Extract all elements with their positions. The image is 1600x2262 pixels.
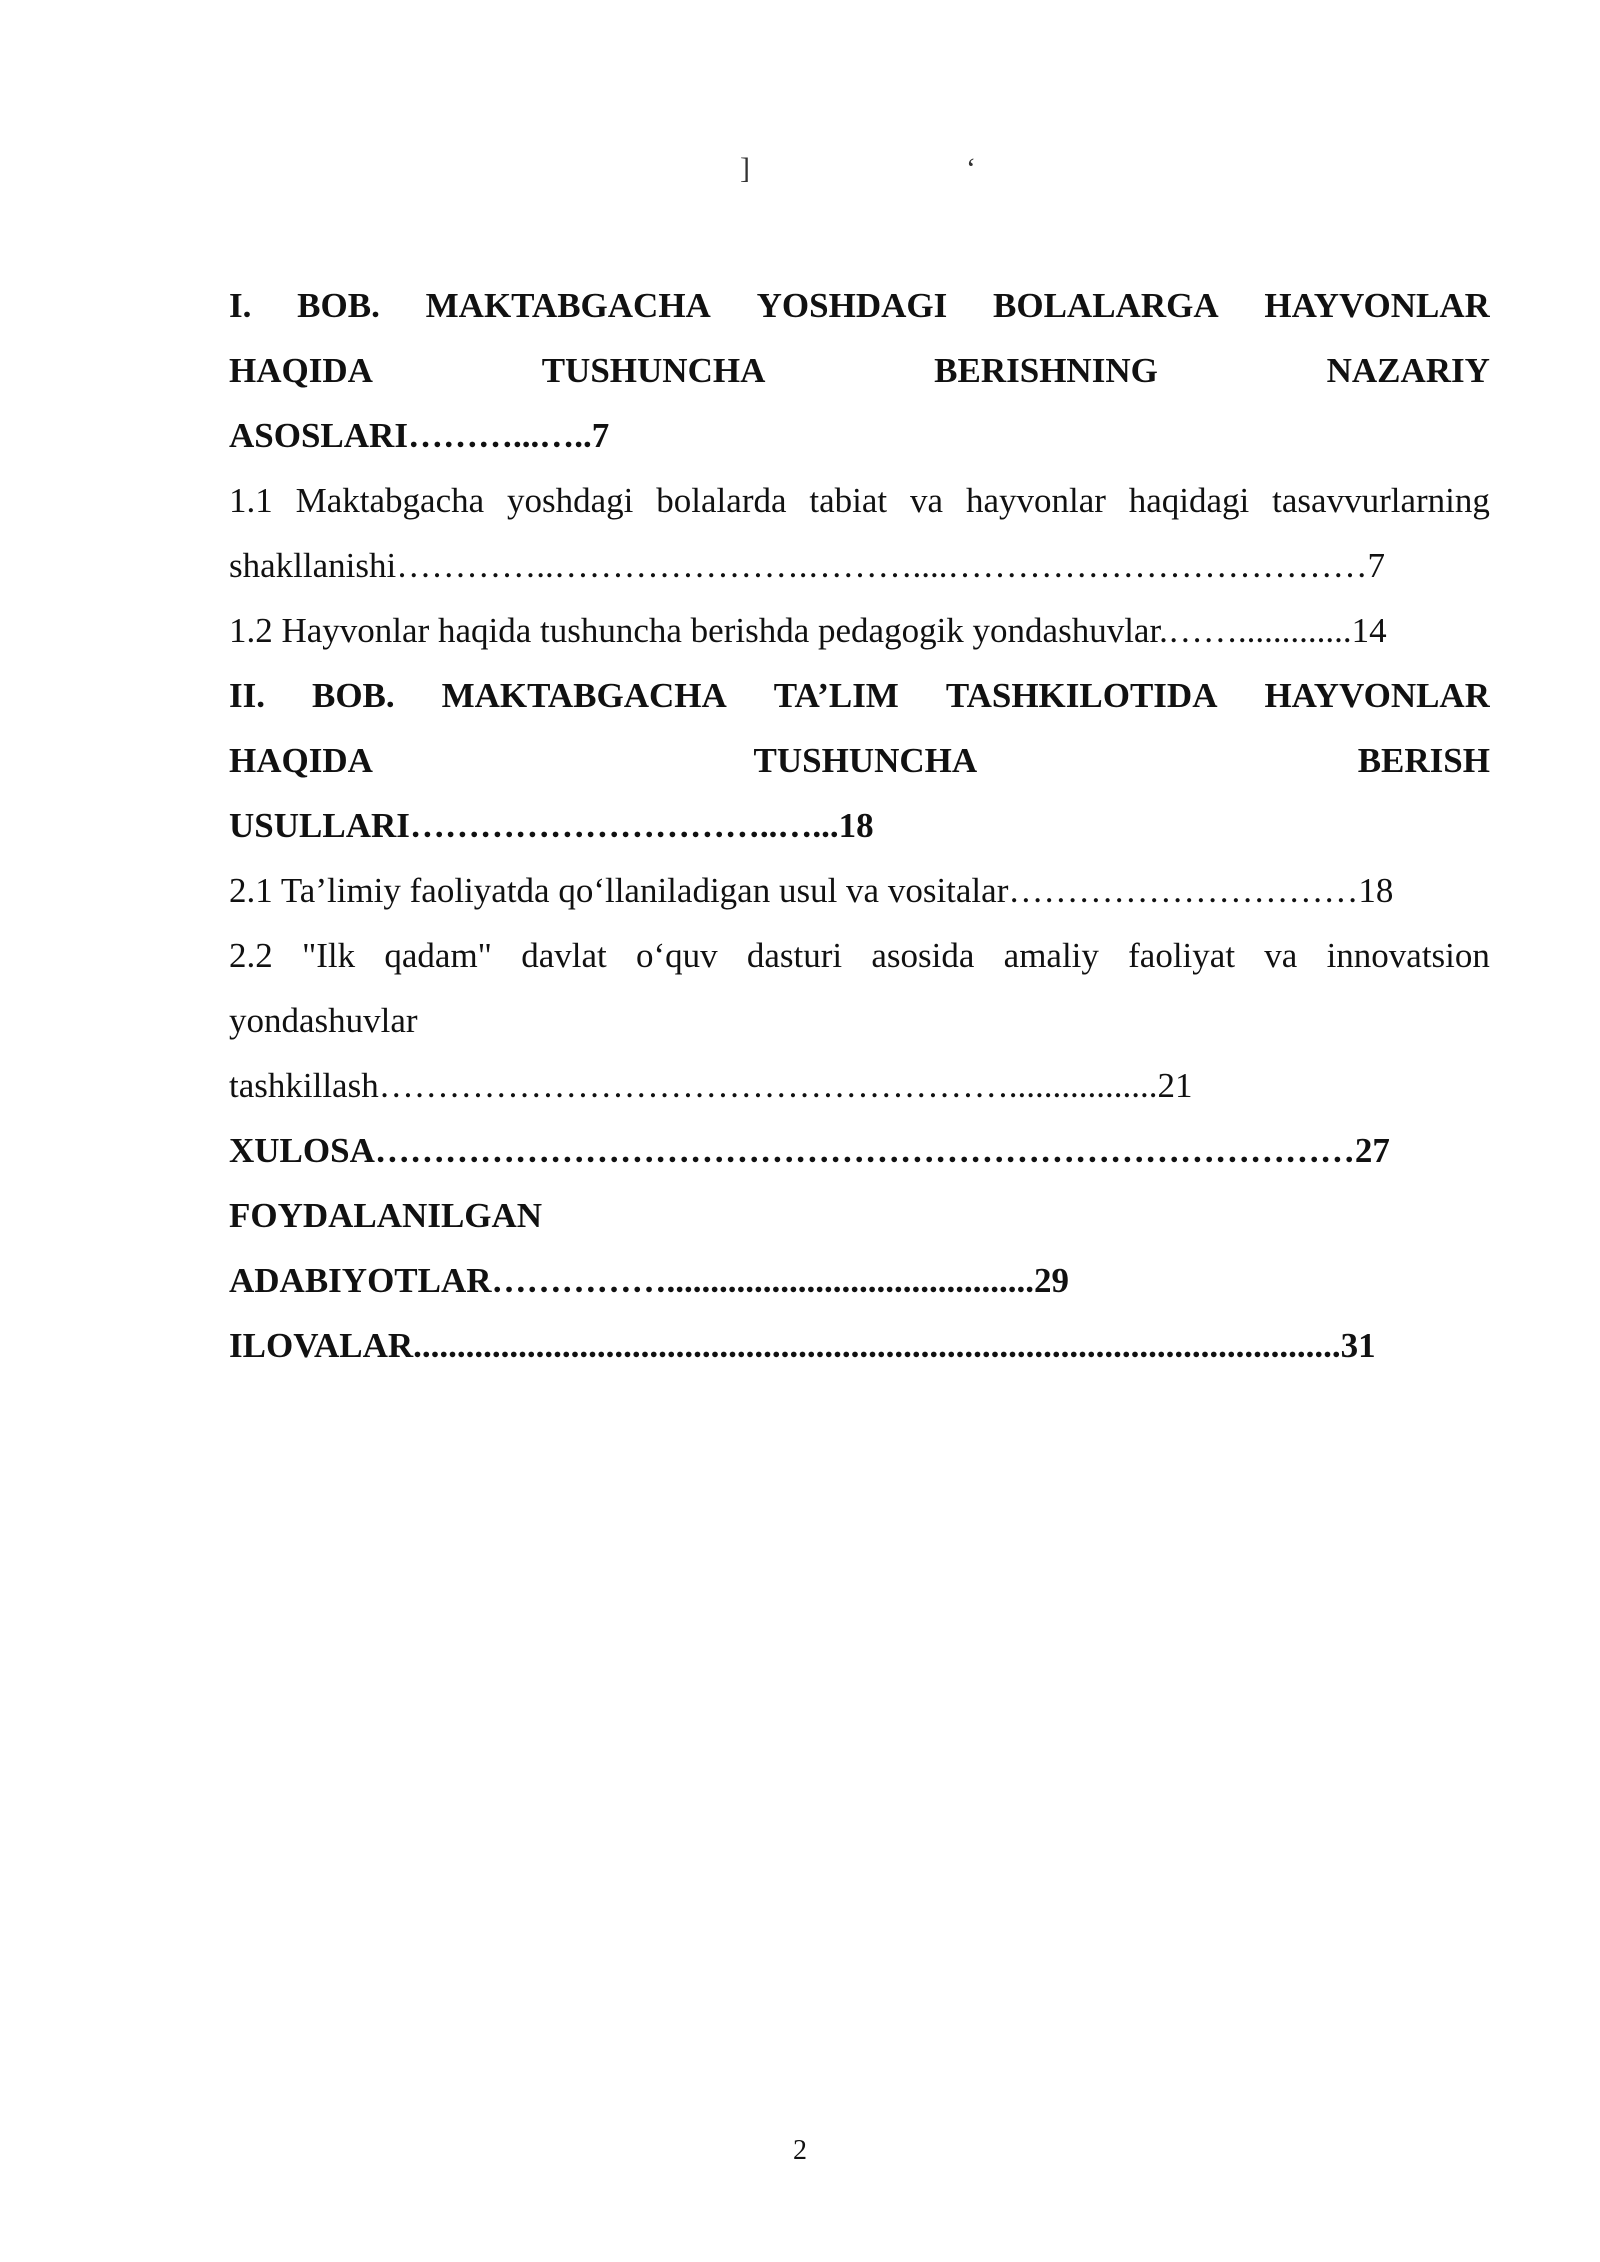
toc-entry-bob2-line2[interactable] bbox=[229, 728, 1490, 793]
page-number: 2 bbox=[793, 2135, 807, 2166]
toc-word: HAYVONLAR bbox=[1264, 676, 1490, 715]
toc-word: tasavvurlarning bbox=[1272, 481, 1490, 520]
toc-word: TASHKILOTIDA bbox=[945, 676, 1218, 715]
toc-entry-bob1-line1[interactable] bbox=[229, 273, 1490, 338]
toc-word: TA’LIM bbox=[773, 676, 899, 715]
toc-word: "Ilk bbox=[301, 936, 356, 975]
toc-word: Maktabgacha bbox=[295, 481, 485, 520]
toc-word: MAKTABGACHA bbox=[441, 676, 727, 715]
toc-word: va bbox=[1264, 936, 1298, 975]
toc-word: BERISH bbox=[1357, 741, 1490, 780]
toc-word: BOLALARGA bbox=[993, 286, 1219, 325]
toc-word: YOSHDAGI bbox=[756, 286, 948, 325]
toc-entry-xulosa[interactable]: XULOSA…………………………………………………………………………27 bbox=[229, 1131, 1390, 1170]
toc-word: innovatsion bbox=[1326, 936, 1490, 975]
toc-word: TUSHUNCHA bbox=[541, 351, 766, 390]
heading-fragment-right: ʻ bbox=[966, 152, 976, 185]
toc-entry-2-2-line3[interactable]: tashkillash……………………………………………….................21 bbox=[229, 1066, 1193, 1105]
toc-entry-ilovalar[interactable]: ILOVALAR..........................................................................................................31 bbox=[229, 1326, 1376, 1365]
toc-word: o‘quv bbox=[635, 936, 718, 975]
toc-word: MAKTABGACHA bbox=[425, 286, 711, 325]
toc-word: HAQIDA bbox=[229, 351, 373, 390]
toc-word: 1.1 bbox=[229, 481, 273, 520]
toc-word: va bbox=[910, 481, 944, 520]
toc-entry-1-1-line1[interactable] bbox=[229, 468, 1490, 533]
toc-word: II. bbox=[229, 676, 265, 715]
toc-word: faoliyat bbox=[1128, 936, 1236, 975]
toc-word: 2.2 bbox=[229, 936, 273, 975]
toc-word: HAQIDA bbox=[229, 741, 373, 780]
toc-word: haqidagi bbox=[1128, 481, 1250, 520]
toc-word: BOB. bbox=[311, 676, 395, 715]
toc-word: qadam" bbox=[384, 936, 492, 975]
toc-word: hayvonlar bbox=[965, 481, 1106, 520]
toc-word: amaliy bbox=[1003, 936, 1099, 975]
toc-word: HAYVONLAR bbox=[1264, 286, 1490, 325]
toc-word: dasturi bbox=[746, 936, 843, 975]
toc-word: I. bbox=[229, 286, 252, 325]
heading-fragment-left: ] bbox=[740, 152, 750, 185]
toc-word: davlat bbox=[521, 936, 607, 975]
toc-word: yoshdagi bbox=[507, 481, 634, 520]
toc-word: NAZARIY bbox=[1326, 351, 1490, 390]
toc-entry-bob1-line3[interactable]: ASOSLARI………...…..7 bbox=[229, 416, 610, 455]
toc-entry-foydalanilgan-line1[interactable]: FOYDALANILGAN bbox=[229, 1196, 543, 1235]
toc-word: BOB. bbox=[297, 286, 380, 325]
toc-entry-bob2-line1[interactable] bbox=[229, 663, 1490, 728]
toc-entry-1-2[interactable]: 1.2 Hayvonlar haqida tushuncha berishda pedagogik yondashuvlar.…….............14 bbox=[229, 611, 1387, 650]
toc-word: asosida bbox=[871, 936, 975, 975]
toc-word: BERISHNING bbox=[934, 351, 1158, 390]
toc-entry-1-1-line2[interactable]: shakllanishi…………..………………….………....………………………………7 bbox=[229, 546, 1385, 585]
toc-entry-bob1-line2[interactable] bbox=[229, 338, 1490, 403]
toc-entry-foydalanilgan-line2[interactable]: ADABIYOTLAR……………..........................................29 bbox=[229, 1261, 1070, 1300]
toc-entry-2-2-line2[interactable]: yondashuvlar bbox=[229, 1001, 418, 1040]
toc-word: TUSHUNCHA bbox=[753, 741, 978, 780]
toc-entry-2-2-line1[interactable] bbox=[229, 923, 1490, 988]
toc-word: bolalarda bbox=[656, 481, 787, 520]
toc-entry-bob2-line3[interactable]: USULLARI…………………………..…...18 bbox=[229, 806, 874, 845]
toc-entry-2-1[interactable]: 2.1 Ta’limiy faoliyatda qo‘llaniladigan usul va vositalar…………………………18 bbox=[229, 871, 1394, 910]
toc-word: tabiat bbox=[809, 481, 888, 520]
